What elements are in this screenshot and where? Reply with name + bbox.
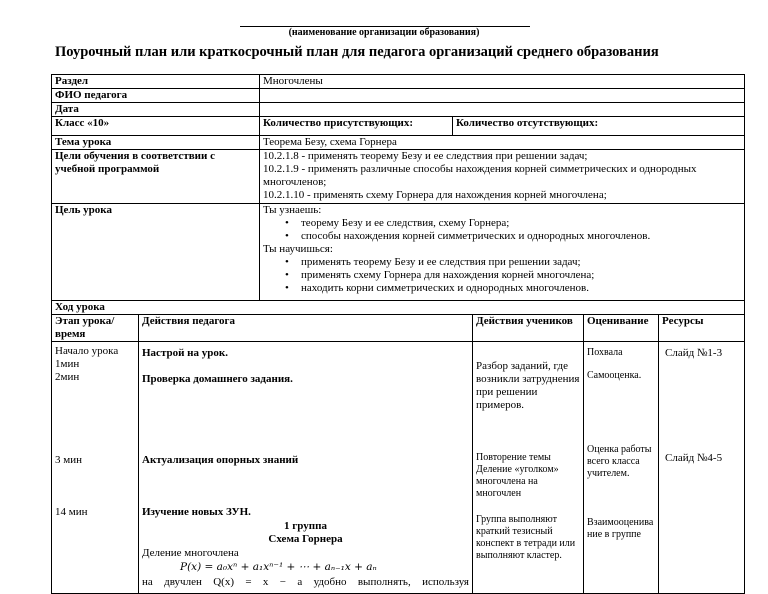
stage-time: 2мин	[55, 371, 80, 383]
teacher-row	[52, 89, 745, 103]
know-item: • теорему Безу и ее следствия, схему Горнера;	[301, 217, 741, 230]
assessment-item: Взаимооценивание в группе	[587, 517, 654, 540]
goals-row	[52, 150, 745, 204]
goal-item: 10.2.1.10 - применять схему Горнера для нахождения корней многочлена;	[263, 189, 607, 201]
stage-cell	[52, 342, 139, 594]
stage-time: 1мин	[55, 358, 80, 370]
date-value[interactable]	[260, 103, 745, 117]
course-label: Ход урока	[52, 301, 745, 315]
stage-time: Начало урока	[55, 345, 119, 357]
stage-header: Этап урока/время	[52, 315, 139, 342]
lesson-goal-content	[260, 204, 745, 301]
polynomial-formula: P(x) = a₀xⁿ + a₁xⁿ⁻¹ + ⋯ + aₙ₋₁x + aₙ	[180, 561, 377, 573]
assessment-header: Оценивание	[584, 315, 659, 342]
topic-label: Тема урока	[52, 136, 260, 150]
teacher-label: ФИО педагога	[52, 89, 260, 103]
assessment-cell	[584, 342, 659, 594]
student-action: Группа выполняют краткий тезисный конспект в тетради или выполняют кластер.	[476, 514, 576, 561]
document-title: Поурочный план или краткосрочный план для педагога организаций среднего образования	[55, 44, 659, 60]
resource-slide: Слайд №1-3	[665, 347, 723, 359]
will-know-label: Ты узнаешь:	[263, 204, 322, 216]
class-row	[52, 117, 745, 136]
topic-value: Теорема Безу, схема Горнера	[260, 136, 745, 150]
resources-cell	[659, 342, 745, 594]
division-text-continued: на двучлен Q(x) = x − a удобно выполнять, используя	[142, 576, 469, 588]
assessment-item: Самооценка.	[587, 370, 642, 381]
learn-item: • применять схему Горнера для нахождения корней многочлена;	[301, 269, 741, 282]
group-title: 1 группа	[284, 520, 327, 532]
learn-item: • находить корни симметрических и однородных многочленов.	[301, 282, 741, 295]
goals-label: Цели обучения в соответствии с учебной программой	[52, 150, 260, 204]
goal-item: 10.2.1.8 - применять теорему Безу и ее следствия при решении задач;	[263, 150, 588, 162]
student-action: Повторение темы Деление «уголком» многочлена на многочлен	[476, 452, 559, 499]
assessment-item: Похвала	[587, 347, 623, 358]
learn-item: • применять теорему Безу и ее следствия при решении задач;	[301, 256, 741, 269]
step-new-knowledge: Изучение новых ЗУН.	[142, 506, 251, 518]
org-caption: (наименование организации образования)	[288, 27, 480, 38]
teacher-actions-header: Действия педагога	[139, 315, 473, 342]
course-body-row	[52, 342, 745, 594]
student-actions-cell	[473, 342, 584, 594]
goal-item: 10.2.1.9 - применять различные способы нахождения корней симметрических и однородных многочленов;	[263, 163, 697, 188]
scheme-title: Схема Горнера	[268, 533, 343, 545]
step-actualization: Актуализация опорных знаний	[142, 454, 299, 466]
student-action: Разбор заданий, где возникли затруднения при решении примеров.	[476, 360, 580, 411]
learn-list	[263, 256, 741, 295]
step-mood: Настрой на урок.	[142, 347, 228, 359]
section-label: Раздел	[52, 75, 260, 89]
resource-slide: Слайд №4-5	[665, 452, 723, 464]
assessment-item: Оценка работы всего класса учителем.	[587, 444, 652, 479]
stage-time: 14 мин	[55, 506, 88, 518]
lesson-course-table	[51, 314, 745, 594]
date-label: Дата	[52, 103, 260, 117]
stage-time: 3 мин	[55, 454, 82, 466]
section-value: Многочлены	[260, 75, 745, 89]
lesson-info-table	[51, 74, 745, 315]
division-text: Деление многочлена	[142, 547, 239, 559]
will-learn-label: Ты научишься:	[263, 243, 333, 255]
goals-list	[260, 150, 745, 204]
date-row	[52, 103, 745, 117]
class-label: Класс «10»	[52, 117, 260, 136]
lesson-goal-label: Цель урока	[52, 204, 260, 301]
section-row	[52, 75, 745, 89]
course-title-row	[52, 301, 745, 315]
resources-header: Ресурсы	[659, 315, 745, 342]
teacher-value[interactable]	[260, 89, 745, 103]
teacher-actions-cell	[139, 342, 473, 594]
topic-row	[52, 136, 745, 150]
student-actions-header: Действия учеников	[473, 315, 584, 342]
present-label: Количество присутствующих:	[260, 117, 453, 136]
absent-label: Количество отсутствующих:	[453, 117, 745, 136]
know-list	[263, 217, 741, 243]
course-header-row	[52, 315, 745, 342]
know-item: • способы нахождения корней симметрических и однородных многочленов.	[301, 230, 741, 243]
lesson-goal-row	[52, 204, 745, 301]
step-homework: Проверка домашнего задания.	[142, 373, 293, 385]
